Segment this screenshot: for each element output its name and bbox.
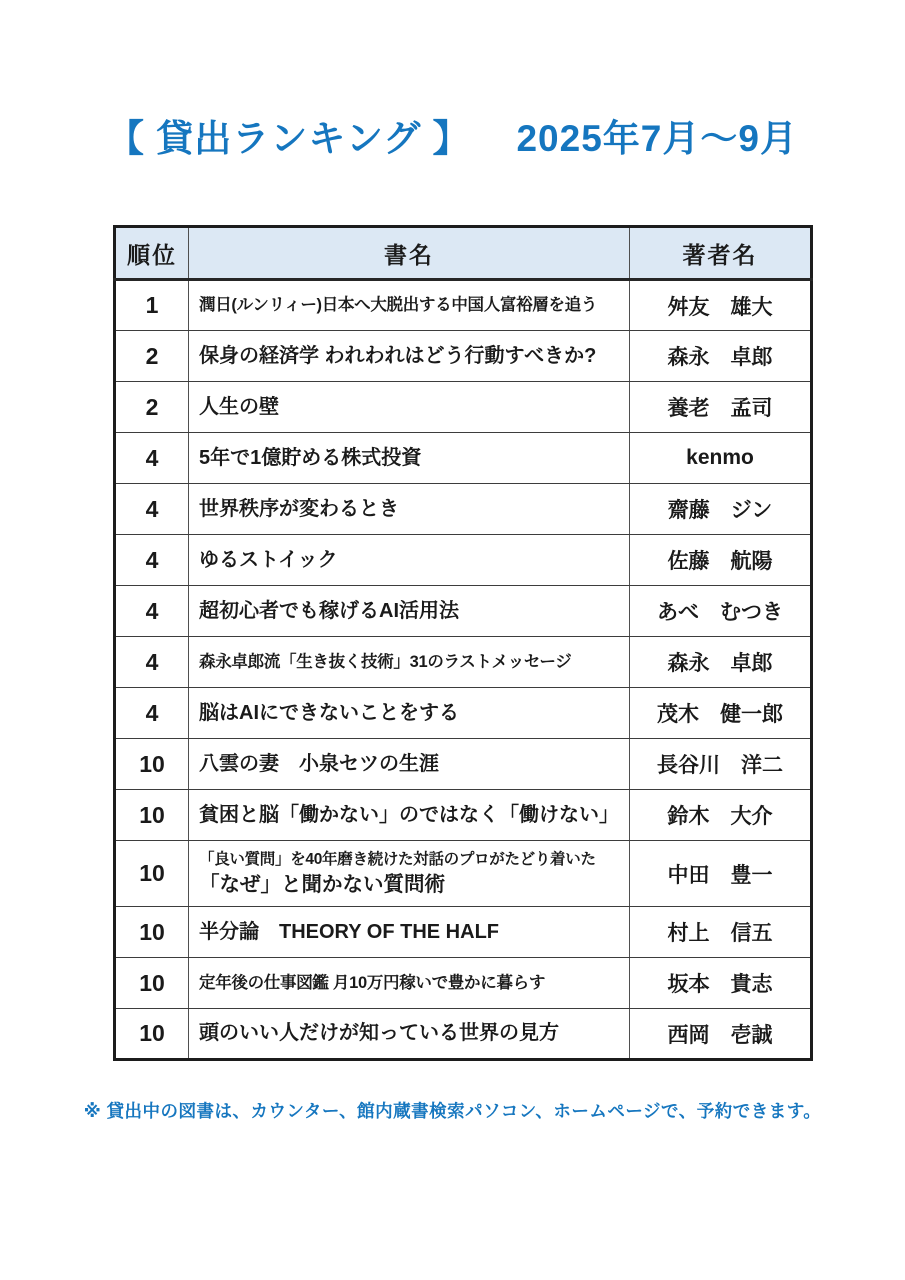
rank-cell: 4 bbox=[115, 586, 189, 637]
title-cell: 潤日(ルンリィー)日本へ大脱出する中国人富裕層を追う bbox=[189, 280, 630, 331]
table-row bbox=[115, 280, 812, 331]
rank-cell: 10 bbox=[115, 1009, 189, 1060]
author-cell: 養老 孟司 bbox=[630, 382, 812, 433]
rank-cell: 4 bbox=[115, 484, 189, 535]
title-line: 「良い質問」を40年磨き続けた対話のプロがたどり着いた bbox=[199, 850, 596, 868]
author-cell: 佐藤 航陽 bbox=[630, 535, 812, 586]
rank-cell: 10 bbox=[115, 790, 189, 841]
title-cell: 人生の壁 bbox=[189, 382, 630, 433]
rank-cell: 4 bbox=[115, 535, 189, 586]
rank-cell: 10 bbox=[115, 907, 189, 958]
author-cell: 舛友 雄大 bbox=[630, 280, 812, 331]
table-row bbox=[115, 907, 812, 958]
table-row bbox=[115, 535, 812, 586]
table-row bbox=[115, 841, 812, 907]
table-row bbox=[115, 688, 812, 739]
column-header-title: 書名 bbox=[189, 227, 630, 280]
column-header-rank: 順位 bbox=[115, 227, 189, 280]
author-cell: 村上 信五 bbox=[630, 907, 812, 958]
rank-cell: 2 bbox=[115, 382, 189, 433]
title-cell: 脳はAIにできないことをする bbox=[189, 688, 630, 739]
table-row bbox=[115, 958, 812, 1009]
title-cell bbox=[189, 841, 630, 907]
author-cell: 坂本 貴志 bbox=[630, 958, 812, 1009]
title-cell: 貧困と脳「働かない」のではなく「働けない」 bbox=[189, 790, 630, 841]
rank-cell: 4 bbox=[115, 637, 189, 688]
table-header-row bbox=[115, 227, 812, 280]
author-cell: 森永 卓郎 bbox=[630, 637, 812, 688]
table-row bbox=[115, 790, 812, 841]
author-cell: あべ むつき bbox=[630, 586, 812, 637]
rank-cell: 1 bbox=[115, 280, 189, 331]
rank-cell: 2 bbox=[115, 331, 189, 382]
table-row bbox=[115, 586, 812, 637]
title-cell: ゆるストイック bbox=[189, 535, 630, 586]
author-cell: 西岡 壱誠 bbox=[630, 1009, 812, 1060]
table-row bbox=[115, 433, 812, 484]
title-cell: 世界秩序が変わるとき bbox=[189, 484, 630, 535]
title-cell: 定年後の仕事図鑑 月10万円稼いで豊かに暮らす bbox=[189, 958, 630, 1009]
column-header-author: 著者名 bbox=[630, 227, 812, 280]
table-row bbox=[115, 637, 812, 688]
rank-cell: 10 bbox=[115, 739, 189, 790]
rank-cell: 10 bbox=[115, 958, 189, 1009]
table-row bbox=[115, 739, 812, 790]
title-cell: 5年で1億貯める株式投資 bbox=[189, 433, 630, 484]
table-row bbox=[115, 1009, 812, 1060]
title-cell: 頭のいい人だけが知っている世界の見方 bbox=[189, 1009, 630, 1060]
title-cell: 保身の経済学 われわれはどう行動すべきか? bbox=[189, 331, 630, 382]
table-row bbox=[115, 331, 812, 382]
author-cell: kenmo bbox=[630, 433, 812, 484]
author-cell: 長谷川 洋二 bbox=[630, 739, 812, 790]
page-title bbox=[0, 108, 905, 162]
rank-cell: 4 bbox=[115, 688, 189, 739]
author-cell: 中田 豊一 bbox=[630, 841, 812, 907]
title-cell: 森永卓郎流「生き抜く技術」31のラストメッセージ bbox=[189, 637, 630, 688]
footer-note: ※ 貸出中の図書は、カウンター、館内蔵書検索パソコン、ホームページで、予約できます。 bbox=[83, 1101, 822, 1121]
table-body bbox=[115, 280, 812, 1060]
author-cell: 鈴木 大介 bbox=[630, 790, 812, 841]
title-cell: 八雲の妻 小泉セツの生涯 bbox=[189, 739, 630, 790]
author-cell: 森永 卓郎 bbox=[630, 331, 812, 382]
title-cell: 半分論 THEORY OF THE HALF bbox=[189, 907, 630, 958]
table-row bbox=[115, 382, 812, 433]
rank-cell: 4 bbox=[115, 433, 189, 484]
title-line: 「なぜ」と聞かない質問術 bbox=[199, 872, 445, 896]
ranking-table bbox=[113, 225, 813, 1061]
page-title-period: 2025年7月～9月 bbox=[516, 118, 798, 159]
author-cell: 齋藤 ジン bbox=[630, 484, 812, 535]
rank-cell: 10 bbox=[115, 841, 189, 907]
page-title-bracket: 【 貸出ランキング 】 bbox=[107, 118, 471, 159]
table-row bbox=[115, 484, 812, 535]
title-cell: 超初心者でも稼げるAI活用法 bbox=[189, 586, 630, 637]
author-cell: 茂木 健一郎 bbox=[630, 688, 812, 739]
